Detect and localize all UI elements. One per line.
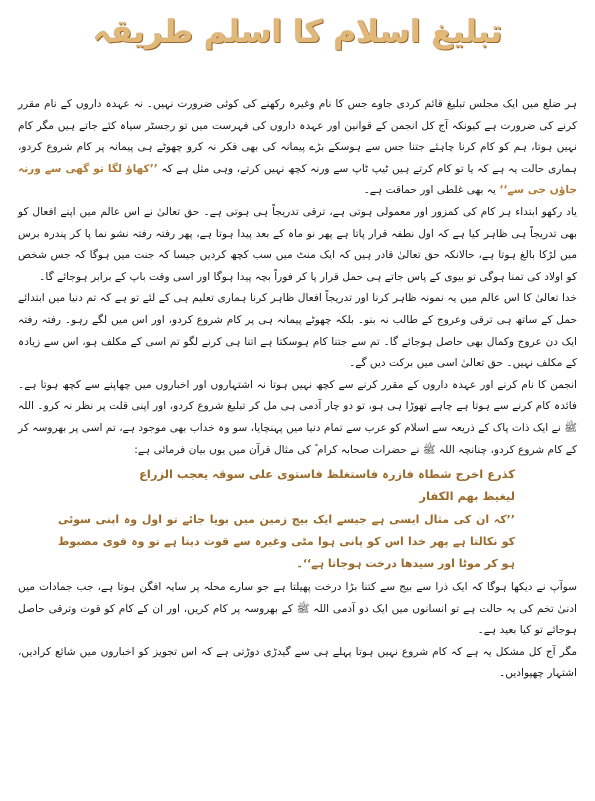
paragraph-1-tail: یہ بھی غلطی اور حماقت ہے۔	[363, 184, 496, 197]
paragraph-1	[18, 94, 577, 202]
highlighted-proverb: ’’کھاؤ لگا تو گھی سے ورنہ جاؤں جی سے‘‘	[18, 162, 577, 197]
paragraph-2: یاد رکھو ابتداء ہر کام کی کمزور اور معمولی ہوتی ہے، ترقی تدریجاً ہی ہوتی ہے۔ حق تعالیٰ نے اس عالم میں اپنے افعال کو بھی تدریجاً ہی ظاہر کیا ہے کہ اول نطفہ قرار پاتا ہے پھر نو ماہ کے بعد پیدا ہوتا ہے، پھر رفتہ رفتہ نشو نما پا کر پندرہ برس میں لڑکا بالغ ہوتا ہے، حالانکہ حق تعالیٰ قادر ہیں کہ ایک منٹ میں سب کچھ کردیں جیسا کہ جنت میں ہوگا کہ جس شخص کو اولاد کی تمنا ہوگی تو بیوی کے پاس جاتے ہی حمل قرار پا کر فوراً بچہ پیدا ہوگا اور اسی وقت باپ کے برابر ہوجائے گا۔	[18, 205, 577, 283]
paragraph-1-text: ہر ضلع میں ایک مجلس تبلیغ قائم کردی جاوے جس کا نام وغیرہ رکھنے کی کوئی ضرورت نہیں۔ نہ عہدہ داروں کے نام مقرر کرنے کی ضرورت ہے کیونکہ آج کل انجمن کے قوانین اور عہدہ داروں کی فہرست میں تو رجسٹر سیاہ کئے جاتے ہیں مگر کام نہیں ہوتا، ہم کو کام کرنا چاہئے جتنا جس سے ہوسکے بڑے پیمانہ کی بھی فکر نہ کرو چھوٹے ہی پیمانہ پر کام شروع کردو، ہماری حالت یہ ہے کہ یا تو کام کرتے ہیں ٹیپ ٹاپ سے ورنہ کچھ نہیں کرتے، وہی مثل ہے کہ	[18, 98, 577, 175]
paragraph-3: خدا تعالیٰ کا اس عالم میں یہ نمونہ ظاہر کرنا اور تدریجاً افعال ظاہر کرنا ہماری تعلیم ہی کے لئے تو ہے کہ تم دنیا میں ابتدائے حمل کے ساتھ ہی ترقی وعروج کے طالب نہ بنو۔ بلکہ چھوٹے پیمانہ ہی پر کام شروع کردو، اور اس میں لگے رہو۔ رفتہ رفتہ ایک دن عروج وکمال بھی حاصل ہوجائے گا۔ تم سے جتنا کام ہوسکتا ہے اتنا ہی کرنے لگو تم اسی کے مکلف ہو، اس سے زیادہ کے مکلف نہیں۔ حق تعالیٰ اسی میں برکت دیں گے۔	[18, 292, 577, 370]
page-title: تبلیغ اسلام کا اسلم طریقہ	[92, 14, 503, 50]
quran-verse-line-1: کذرع اخرج شطاہ فازرہ فاستغلظ فاستوی علی سوقہ یعجب الزراع	[139, 467, 515, 482]
paragraph-4: انجمن کا نام کرنے اور عہدہ داروں کے مقرر کرنے سے کچھ نہیں ہوتا نہ اشتہاروں اور اخباروں میں چھاپنے سے کچھ ہوتا ہے۔ فائدہ کام کرنے سے ہوتا ہے چاہے تھوڑا ہی ہو، تو دو چار آدمی ہی مل کر تبلیغ شروع کردو، اور اپنی قلت پر نظر نہ کرو۔ اللہ ﷺ نے ایک ذات پاک کے ذریعہ سے اسلام کو عرب سے تمام دنیا میں پہنچایا، سو وہ خداب بھی موجود ہے، تم اسی پر بھروسہ کر کے کام شروع کردو، چنانچہ اللہ ﷺ نے حضرات صحابہ کرام ؓ کی مثال قرآن میں یوں بیان فرمائی ہے:	[18, 378, 577, 456]
paragraph-6: مگر آج کل مشکل یہ ہے کہ کام شروع نہیں ہوتا پہلے ہی سے گیدڑی دوڑتی ہے کہ اس تجویز کو اخباروں میں شائع کرادیں، اشتہار چھپوادیں۔	[18, 645, 577, 680]
verse-translation: ’’کہ ان کی مثال ایسی ہے جیسے ایک بیج زمین میں بویا جائے تو اول وہ اپنی سوئی کو نکالتا ہے پھر خدا اس کو پانی ہوا مٹی وغیرہ سے قوت دیتا ہے تو وہ قوی مضبوط ہو کر موٹا اور سیدھا درخت ہوجاتا ہے‘‘۔	[58, 513, 515, 571]
article-body	[18, 94, 577, 685]
quran-verse-line-2: لیغیظ بھم الکفار	[419, 489, 515, 504]
paragraph-5: سوآپ نے دیکھا ہوگا کہ ایک ذرا سے بیج سے کتنا بڑا درخت پھیلتا ہے جو سارے محلہ پر سایہ افگن ہوتا ہے، جب جمادات میں ادنیٰ تخم کی یہ حالت ہے تو انسانوں میں ایک دو آدمی اللہ ﷺ کے بھروسہ پر کام کریں، اور ان کے کام کو قوت وترقی حاصل ہوجائے تو کیا بعید ہے۔	[18, 581, 577, 637]
quran-verse	[18, 463, 577, 507]
